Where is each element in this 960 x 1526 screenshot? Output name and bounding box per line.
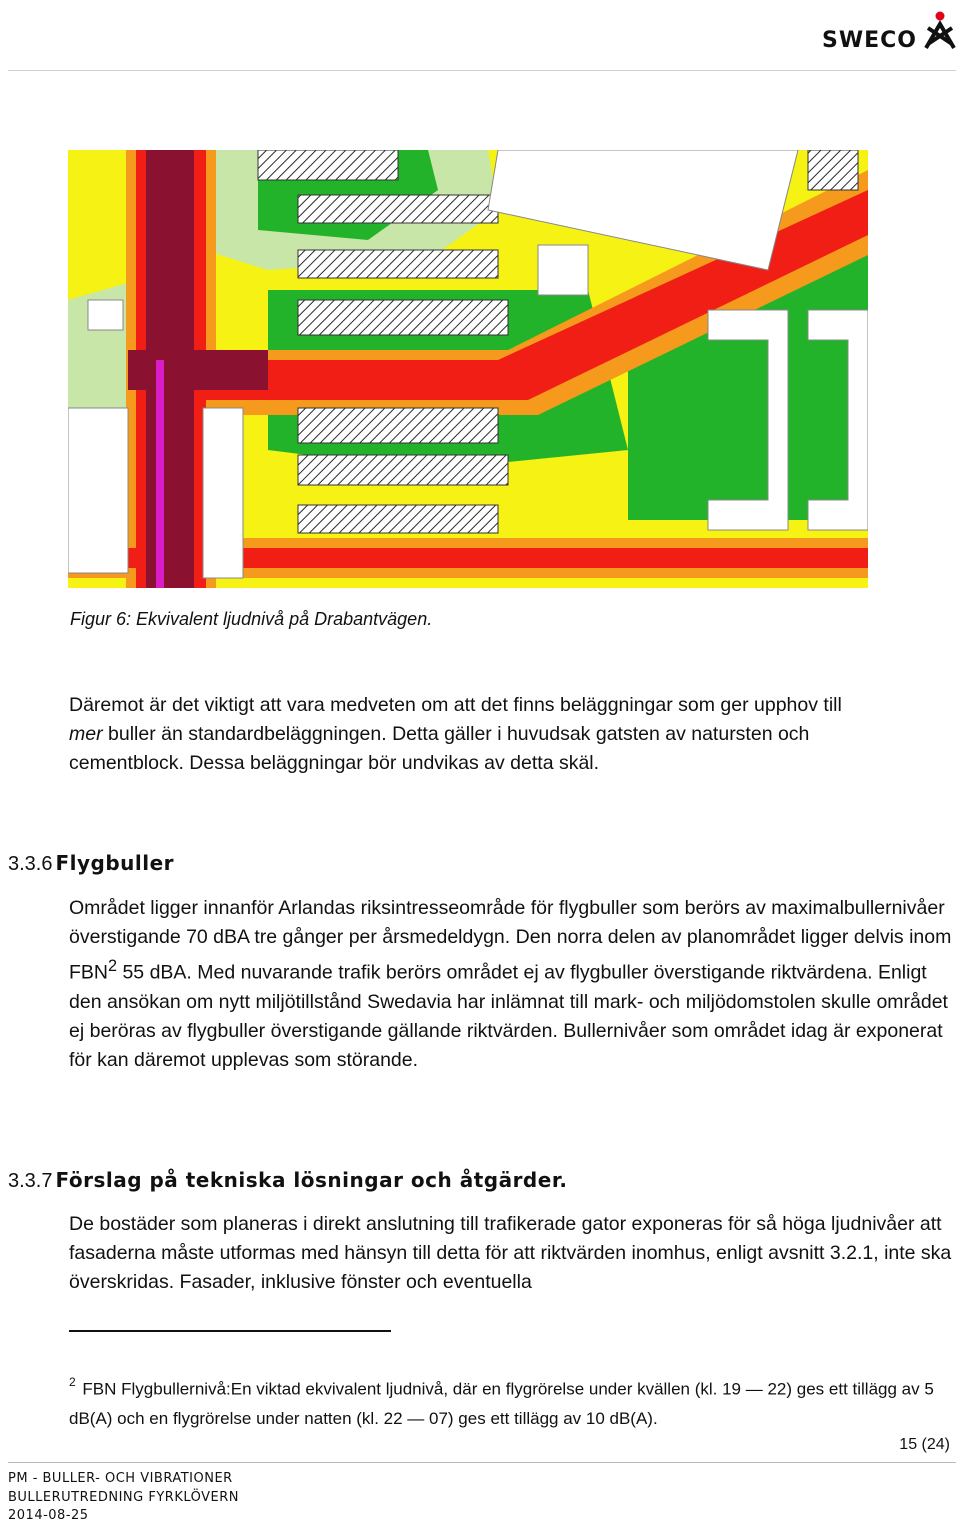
footer-line-2: BULLERUTREDNING FYRKLÖVERN <box>8 1490 239 1505</box>
footnote-marker: 2 <box>69 1375 76 1389</box>
para1-emphasis: mer <box>69 723 103 745</box>
header-rule <box>8 70 956 71</box>
building <box>298 195 498 223</box>
white-lot <box>203 408 243 578</box>
building <box>298 408 498 443</box>
section-title: Flygbuller <box>55 851 175 875</box>
zone-darkred-junction <box>128 350 268 390</box>
para1-line3: cementblock. Dessa beläggningar bör undvikas av detta skäl. <box>69 752 600 774</box>
para1-line2: buller än standardbeläggningen. Detta gäller i huvudsak gatsten av natursten och <box>102 723 810 745</box>
white-lot <box>538 245 588 295</box>
building <box>298 505 498 533</box>
footnote <box>69 1370 954 1433</box>
footnote-ref: 2 <box>108 957 118 975</box>
paragraph-pavement <box>69 691 954 778</box>
section-heading-atgarder <box>8 1168 567 1193</box>
footnote-text: FBN Flygbullernivå:En viktad ekvivalent ljudnivå, där en flygrörelse under kvällen (kl. 19 — 22) ges ett tillägg av 5 dB(A) och en flygrörelse under natten (kl. 22 — 07) ges ett tillägg av 10 dB(A). <box>69 1379 934 1428</box>
white-lot <box>88 300 123 330</box>
footer-line-3: 2014-08-25 <box>8 1508 89 1523</box>
sweco-mark-icon <box>922 10 958 50</box>
building <box>298 250 498 278</box>
building <box>298 300 508 335</box>
logo-wordmark: SWECO <box>822 28 917 53</box>
building <box>298 455 508 485</box>
section-number: 3.3.6 <box>8 853 53 875</box>
noise-map-figure <box>68 150 868 588</box>
sweco-logo <box>822 10 958 56</box>
footnote-rule <box>69 1330 391 1332</box>
section-title: Förslag på tekniska lösningar och åtgärder. <box>55 1168 568 1192</box>
building <box>808 150 858 190</box>
white-lot <box>68 408 128 573</box>
section-heading-flygbuller <box>8 851 174 876</box>
zone-magenta-line <box>156 360 164 588</box>
footer-line-1: PM - BULLER- OCH VIBRATIONER <box>8 1471 233 1486</box>
para2-part-a: Området ligger innanför Arlandas riksintresseområde för flygbuller som berörs av maximalbullernivåer överstigande 70 dBA tre gånger per årsmedeldygn. Den norra delen av planområdet ligger delvis inom FBN <box>69 897 952 984</box>
page-number: 15 (24) <box>899 1436 950 1453</box>
section-number: 3.3.7 <box>8 1170 53 1192</box>
figure-caption: Figur 6: Ekvivalent ljudnivå på Drabantvägen. <box>70 609 433 629</box>
building <box>258 150 398 180</box>
paragraph-atgarder: De bostäder som planeras i direkt anslutning till trafikerade gator exponeras för så höga ljudnivåer att fasaderna måste utformas med hänsyn till detta för att riktvärden inomhus, enligt avsnitt 3.2.1, inte ska överskridas. Fasader, inklusive fönster och eventuella <box>69 1213 952 1293</box>
para2-part-b: 55 dBA. Med nuvarande trafik berörs området ej av flygbuller överstigande riktvärdena. Enligt den ansökan om nytt miljötillstånd Swedavia har inlämnat till mark- och miljödomstolen skulle området ej beröras av flygbuller överstigande gällande riktvärden. Bullernivåer som området idag är exponerat för kan däremot upplevas som störande. <box>69 961 948 1071</box>
paragraph-flygbuller <box>69 894 954 1075</box>
footer-rule <box>8 1462 956 1463</box>
para1-line1: Däremot är det viktigt att vara medveten om att det finns beläggningar som ger upphov till <box>69 694 842 716</box>
